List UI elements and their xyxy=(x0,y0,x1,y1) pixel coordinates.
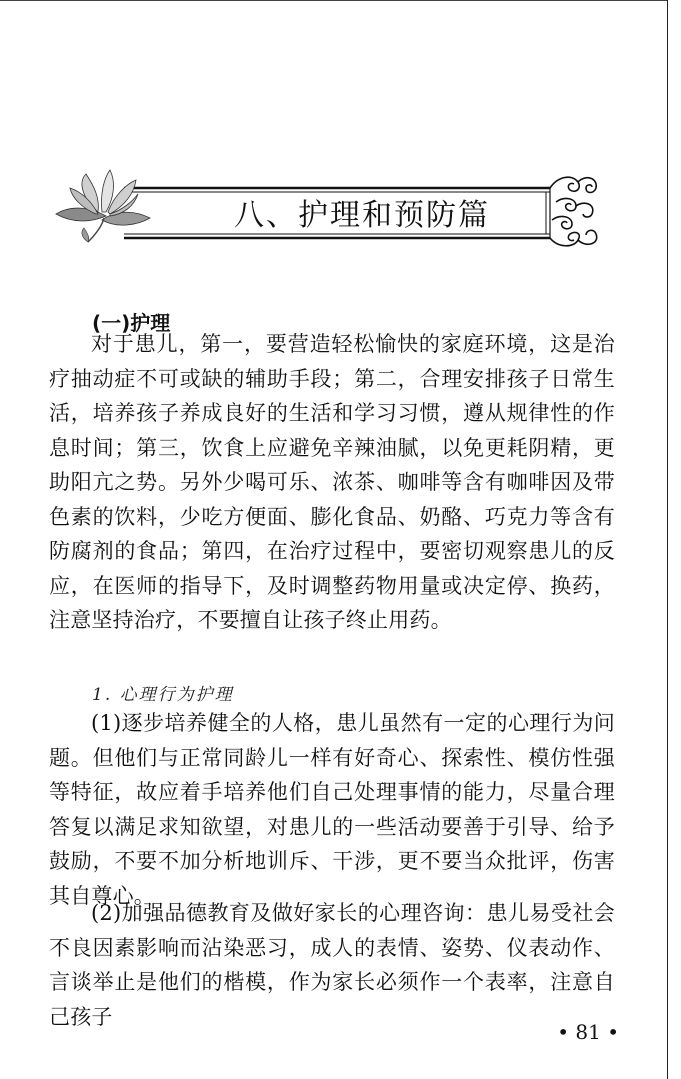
chapter-title: 八、护理和预防篇 xyxy=(234,198,490,233)
cloud-scroll-icon xyxy=(550,177,597,246)
chapter-banner xyxy=(52,168,612,252)
subsection-heading: 1. 心理行为护理 xyxy=(92,685,234,705)
page-top-edge xyxy=(0,0,668,1)
lotus-flower-icon xyxy=(56,170,150,242)
page-right-edge xyxy=(667,0,668,1079)
section-heading: (一)护理 xyxy=(92,311,171,335)
list-item: (2)加强品德教育及做好家长的心理咨询：患儿易受社会不良因素影响而沾染恶习，成人的表情、姿势、仪表动作、言谈举止是他们的楷模，作为家长必须作一个表率，注意自己孩子 xyxy=(49,901,615,1029)
list-item: (1)逐步培养健全的人格，患儿虽然有一定的心理行为问题。但他们与正常同龄儿一样有好奇心、探索性、模仿性强等特征，故应着手培养他们自己处理事情的能力，尽量合理答复以满足求知欲望，对患儿的一些活动要善于引导、给予鼓励，不要不加分析地训斥、干涉，更不要当众批评，伤害其自尊心。 xyxy=(49,711,615,908)
body-paragraph: 对于患儿，第一，要营造轻松愉快的家庭环境，这是治疗抽动症不可或缺的辅助手段；第二，合理安排孩子日常生活，培养孩子养成良好的生活和学习习惯，遵从规律性的作息时间；第三，饮食上应避免辛辣油腻，以免更耗阴精，更助阳亢之势。另外少喝可乐、浓茶、咖啡等含有咖啡因及带色素的饮料，少吃方便面、膨化食品、奶酪、巧克力等含有防腐剂的食品；第四，在治疗过程中，要密切观察患儿的反应，在医师的指导下，及时调整药物用量或决定停、换药，注意坚持治疗，不要擅自让孩子终止用药。 xyxy=(49,332,615,632)
page-number: • 81 • xyxy=(557,1020,619,1044)
